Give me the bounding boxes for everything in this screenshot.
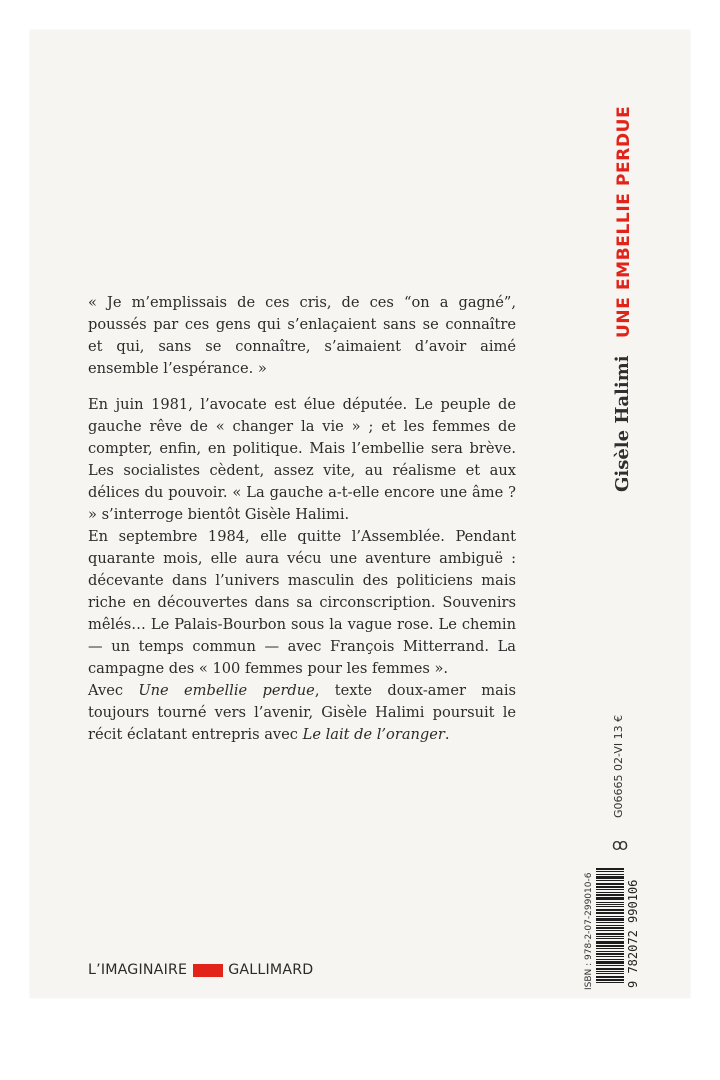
- barcode-bar: [596, 897, 624, 900]
- barcode-bar: [596, 938, 624, 939]
- barcode-bar: [596, 922, 624, 923]
- barcode-bar: [596, 925, 624, 926]
- barcode-bar: [596, 933, 624, 935]
- price-code: G06665 02-VI 13 €: [612, 714, 625, 818]
- paragraph-2: En septembre 1984, elle quitte l’Assemblée. Pendant quarante mois, elle aura vécu une aventure ambiguë : décevante dans l’univers masculin des politiciens mais riche en découvertes dans sa circonscription. Souvenirs mêlés… Le Palais-Bourbon sous la vague rose. Le chemin — un temps commun — avec François Mitterrand. La campagne des « 100 femmes pour les femmes ».: [88, 528, 516, 677]
- publisher-mark: [88, 962, 313, 978]
- barcode-bar: [596, 871, 624, 872]
- paragraph-3-lead: Avec: [88, 682, 139, 699]
- barcode-bar: [596, 930, 624, 931]
- barcode-bar: [596, 902, 624, 903]
- barcode-bar: [596, 973, 624, 974]
- publisher-logo-icon: ꚙ: [611, 835, 629, 854]
- barcode-bar: [596, 904, 624, 905]
- barcode-bar: [596, 959, 624, 960]
- barcode-bar: [596, 948, 624, 949]
- barcode-bar: [596, 886, 624, 888]
- barcode-bar: [596, 971, 624, 972]
- blurb: [88, 292, 516, 746]
- barcode-bar: [596, 918, 624, 921]
- barcode-number: 9 782072 990106: [626, 879, 640, 988]
- barcode-bar: [596, 889, 624, 890]
- paragraph-3-middle: , texte doux-amer mais toujours tourné vers l’avenir, Gisèle Halimi poursuit le récit éclatant entrepris avec: [88, 682, 516, 743]
- barcode-bar: [596, 876, 624, 879]
- barcode-bar: [596, 874, 624, 875]
- barcode-bar: [596, 916, 624, 917]
- barcode-bar: [596, 880, 624, 881]
- barcode-bar: [596, 941, 624, 944]
- previous-book-title-italic: Le lait de l’oranger: [302, 726, 445, 743]
- paragraph-3-end: .: [444, 726, 450, 743]
- barcode-bar: [596, 909, 624, 911]
- paragraph-3: [88, 680, 516, 746]
- barcode-bar: [596, 979, 624, 981]
- barcode-bar: [596, 868, 624, 870]
- collection-name: L’IMAGINAIRE: [88, 962, 188, 978]
- paragraph-1: En juin 1981, l’avocate est élue députée. Le peuple de gauche rêve de « changer la vie » ; et les femmes de compter, enfin, en politique. Mais l’embellie sera brève. Les socialistes cèdent, assez vite, au réalisme et aux délices du pouvoir. « La gauche a-t-elle encore une âme ? » s’interroge bientôt Gisèle Halimi.: [88, 396, 516, 523]
- barcode-bar: [596, 968, 624, 970]
- isbn-label: ISBN : 978-2-07-299010-6: [584, 872, 594, 990]
- barcode-bar: [596, 956, 624, 957]
- barcode-bar: [596, 912, 624, 914]
- barcode-bar: [596, 892, 624, 893]
- barcode-bar: [596, 927, 624, 929]
- barcode-bar: [596, 951, 624, 952]
- barcode-bar: [596, 982, 624, 983]
- spine-author: Gisèle Halimi: [612, 355, 633, 492]
- barcode-bar: [596, 945, 624, 947]
- barcode: [596, 868, 624, 984]
- barcode-bar: [596, 953, 624, 955]
- barcode-bar: [596, 936, 624, 937]
- barcode-bar: [596, 976, 624, 978]
- book-title-italic: Une embellie perdue: [138, 682, 315, 699]
- barcode-bar: [596, 961, 624, 964]
- opening-quote: « Je m’emplissais de ces cris, de ces “on a gagné”, poussés par ces gens qui s’enlaçaient sans se connaître et qui, sans se connaître, s’aimaient d’avoir aimé ensemble l’espérance. »: [88, 294, 516, 377]
- spine-title: UNE EMBELLIE PERDUE: [614, 105, 634, 338]
- barcode-bar: [596, 965, 624, 966]
- publisher-red-bar: [193, 964, 223, 977]
- barcode-bar: [596, 906, 624, 907]
- barcode-bar: [596, 883, 624, 885]
- publisher-name: GALLIMARD: [228, 962, 314, 978]
- barcode-bar: [596, 894, 624, 896]
